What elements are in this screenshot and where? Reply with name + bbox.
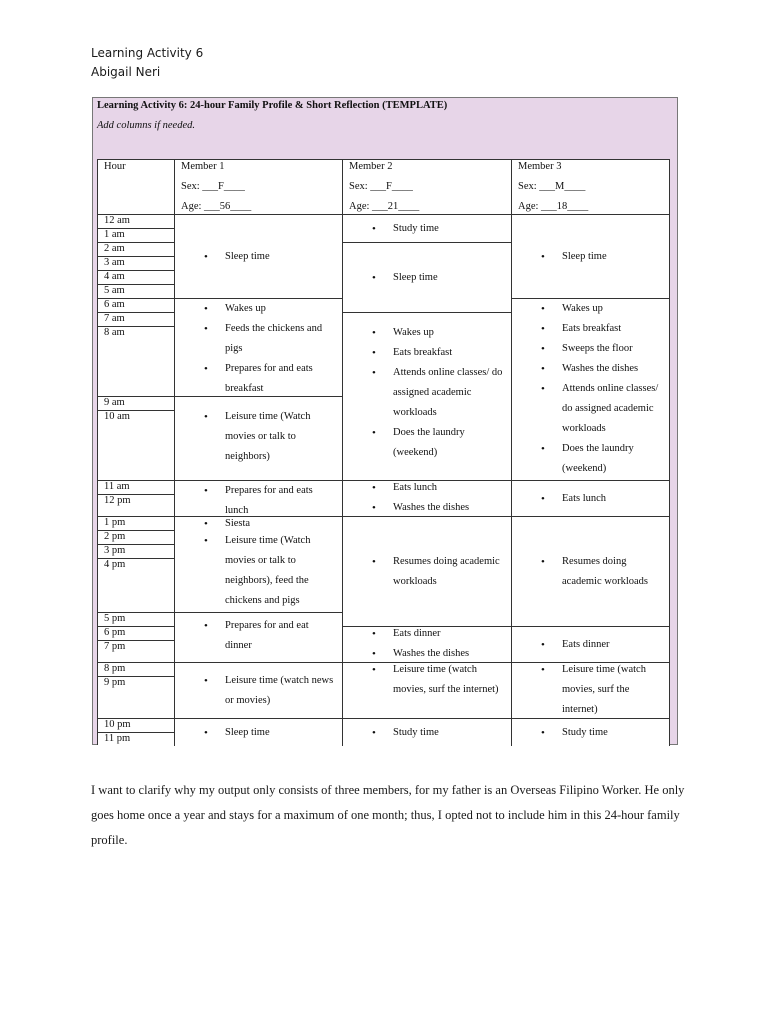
hour-cell: 3 am [98,257,175,271]
member-3-block [512,299,670,481]
member-2-block [343,627,512,663]
activity-item: • Attends online classes/ do assigned academic workloads [343,363,511,423]
activity-item: • Eats breakfast [343,343,511,363]
hour-cell: 7 am [98,313,175,327]
activity-list [343,478,511,518]
member-2-header [343,160,512,215]
activity-item: • Siesta [175,517,342,531]
hour-cell: 4 am [98,271,175,285]
template-title: Learning Activity 6: 24-hour Family Profile & Short Reflection (TEMPLATE) [97,100,448,111]
template-note: Add columns if needed. [97,120,195,131]
activity-item: • Study time [512,723,669,743]
hour-cell: 2 am [98,243,175,257]
activity-list [512,552,669,592]
member-3-block [512,627,670,663]
activity-list [343,660,511,700]
member-1-block [175,613,343,663]
activity-list [175,723,342,743]
activity-list [343,313,511,463]
member-2-block [343,215,512,243]
activity-item: • Eats breakfast [512,319,669,339]
activity-item: • Leisure time (Watch movies or talk to neighbors) [175,407,342,467]
member-2-age: Age: ___21____ [349,201,420,212]
activity-item: • Leisure time (watch movies, surf the internet) [512,660,669,720]
member-1-block [175,663,343,719]
activity-list [343,219,511,239]
activity-item: • Eats dinner [512,635,669,655]
hour-cell: 8 pm [98,663,175,677]
hour-cell: 6 pm [98,627,175,641]
activity-item: • Eats lunch [343,478,511,498]
member-1-age: Age: ___56____ [181,201,252,212]
member-2-block [343,481,512,517]
member-1-sex: Sex: ___F____ [181,181,245,192]
activity-list [175,671,342,711]
activity-list [512,489,669,509]
activity-list [512,247,669,267]
member-1-block [175,517,343,613]
hour-cell: 3 pm [98,545,175,559]
hour-cell: 5 pm [98,613,175,627]
hour-cell: 9 pm [98,677,175,719]
member-1-header [175,160,343,215]
hour-cell: 1 am [98,229,175,243]
activity-item: • Washes the dishes [512,359,669,379]
hour-cell: 10 pm [98,719,175,733]
activity-item: • Prepares for and eats breakfast [175,359,342,399]
activity-list [512,723,669,743]
activity-list [343,723,511,743]
activity-item: • Washes the dishes [343,498,511,518]
member-2-block [343,663,512,719]
activity-item: • Wakes up [175,299,342,319]
member-3-block [512,663,670,719]
hour-cell: 7 pm [98,641,175,663]
hour-cell: 12 am [98,215,175,229]
member-3-sex: Sex: ___M____ [518,181,586,192]
member-2-block [343,719,512,746]
member-3-block [512,517,670,627]
member-1-block [175,215,343,299]
hour-cell: 4 pm [98,559,175,613]
member-2-block [343,243,512,313]
activity-list [175,397,342,467]
activity-item: • Washes the dishes [343,644,511,664]
hour-cell: 6 am [98,299,175,313]
activity-list [512,660,669,720]
activity-item: • Leisure time (Watch movies or talk to neighbors), feed the chickens and pigs [175,531,342,611]
member-3-block [512,481,670,517]
member-1-name: Member 1 [181,161,225,172]
activity-list [512,635,669,655]
hour-cell: 1 pm [98,517,175,531]
hour-cell: 11 am [98,481,175,495]
hour-cell: 5 am [98,285,175,299]
activity-item: • Sleep time [175,723,342,743]
document-header-title: Learning Activity 6 [91,46,204,60]
activity-item: • Wakes up [512,299,669,319]
activity-item: • Wakes up [343,323,511,343]
document-header-author: Abigail Neri [91,65,161,79]
activity-item: • Study time [343,219,511,239]
hour-cell: 11 pm [98,733,175,746]
member-1-block [175,481,343,517]
activity-item: • Sleep time [343,268,511,288]
activity-list [175,299,342,399]
member-2-block [343,313,512,481]
member-2-block [343,517,512,627]
reflection-paragraph: I want to clarify why my output only consists of three members, for my father is an Overseas Filipino Worker. He only goes home once a year and stays for a maximum of one month; thus, I opted not to include him in this 24-hour family profile. [91,783,685,847]
activity-list [175,247,342,267]
member-3-block [512,719,670,746]
activity-item: • Sleep time [512,247,669,267]
activity-list [512,299,669,479]
activity-list [175,613,342,656]
hour-cell: 2 pm [98,531,175,545]
hour-cell: 10 am [98,411,175,481]
activity-item: • Feeds the chickens and pigs [175,319,342,359]
activity-item: • Eats lunch [512,489,669,509]
member-3-block [512,215,670,299]
member-3-header [512,160,670,215]
family-profile-table [97,159,670,745]
hour-cell: 12 pm [98,495,175,517]
hour-header: Hour [104,161,126,172]
activity-item: • Does the laundry (weekend) [343,423,511,463]
hour-header-cell [98,160,175,215]
member-1-block [175,299,343,397]
activity-list [175,481,342,521]
member-1-block [175,719,343,746]
activity-item: • Attends online classes/ do assigned academic workloads [512,379,669,439]
activity-item: • Does the laundry (weekend) [512,439,669,479]
activity-item: • Resumes doing academic workloads [343,552,511,592]
member-3-age: Age: ___18____ [518,201,589,212]
activity-item: • Sleep time [175,247,342,267]
member-2-name: Member 2 [349,161,393,172]
activity-item: • Resumes doing academic workloads [512,552,669,592]
activity-item: • Prepares for and eats lunch [175,481,342,521]
activity-item: • Leisure time (watch news or movies) [175,671,342,711]
activity-list [343,268,511,288]
hour-cell: 8 am [98,327,175,397]
activity-list [343,624,511,664]
member-1-block [175,397,343,481]
activity-list [175,517,342,611]
activity-item: • Sweeps the floor [512,339,669,359]
activity-item: • Prepares for and eat dinner [175,616,342,656]
member-3-name: Member 3 [518,161,562,172]
activity-list [343,552,511,592]
activity-item: • Study time [343,723,511,743]
activity-item: • Eats dinner [343,624,511,644]
member-2-sex: Sex: ___F____ [349,181,413,192]
activity-item: • Leisure time (watch movies, surf the internet) [343,660,511,700]
hour-cell: 9 am [98,397,175,411]
